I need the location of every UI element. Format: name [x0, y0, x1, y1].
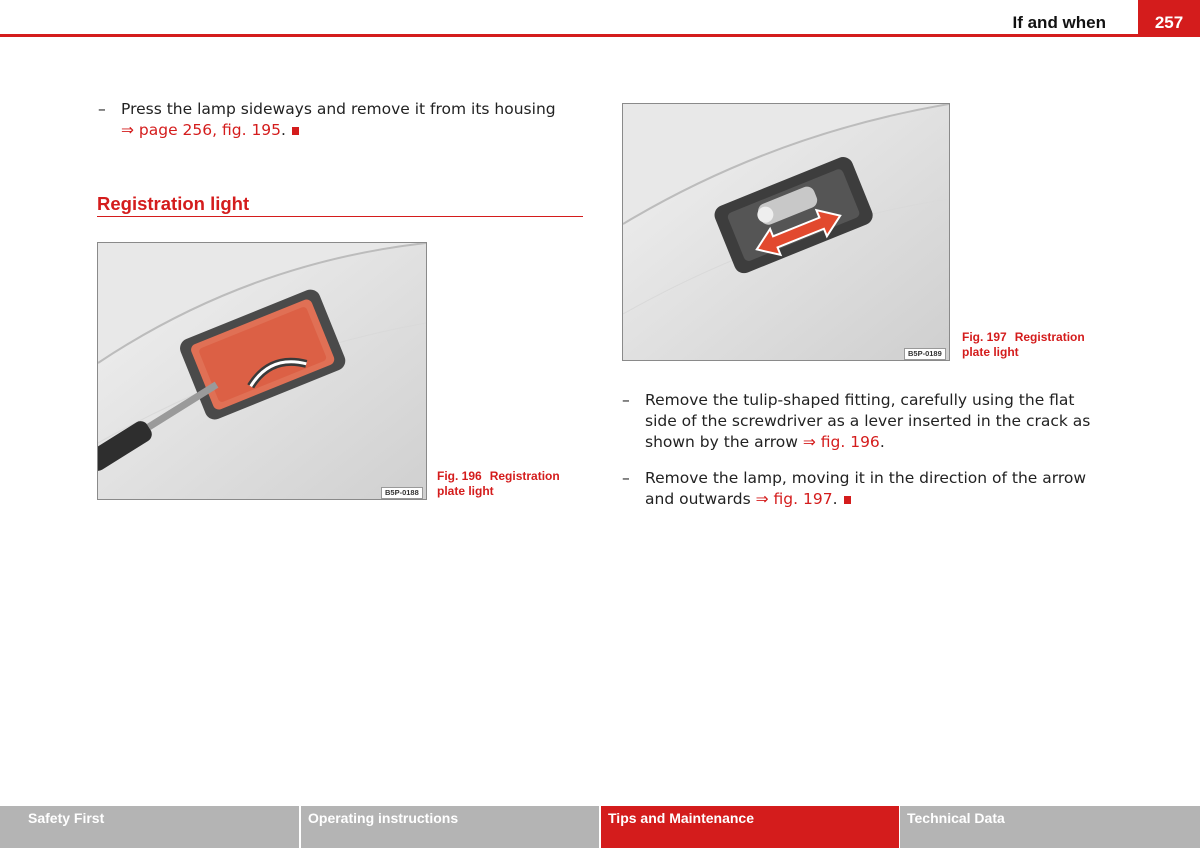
step-dash: – [98, 100, 106, 118]
caption-line1: Registration [1014, 330, 1085, 344]
figure-code: B5P-0189 [904, 348, 946, 360]
step-text: Press the lamp sideways and remove it from its housing [121, 100, 556, 118]
caption-number: Fig. 197 [962, 330, 1007, 344]
section-heading: Registration light [97, 193, 250, 214]
tab-technical-data[interactable]: Technical Data [900, 806, 1200, 848]
cross-reference-link[interactable]: ⇒ fig. 197 [755, 490, 833, 508]
caption-line2: plate light [962, 345, 1019, 359]
step-remove-lamp: – Remove the lamp, moving it in the direction of the arrow and outwards ⇒ fig. 197. [622, 469, 1087, 508]
section-title: If and when [1012, 13, 1106, 32]
figure-196-image [97, 242, 427, 500]
cross-reference-link[interactable]: ⇒ fig. 196 [802, 433, 880, 451]
figure-197-caption [962, 330, 1085, 360]
tab-safety-first[interactable]: Safety First [0, 806, 299, 848]
header-rule [0, 34, 1200, 37]
step-press-lamp: – Press the lamp sideways and remove it from its housing ⇒ page 256, fig. 195. [98, 100, 556, 139]
figure-code: B5P-0188 [381, 487, 423, 499]
caption-line2: plate light [437, 484, 494, 498]
tab-operating-instructions[interactable]: Operating instructions [301, 806, 599, 848]
figure-197-image [622, 103, 950, 361]
end-of-section-mark [844, 496, 851, 504]
tab-tips-and-maintenance[interactable]: Tips and Maintenance [601, 806, 899, 848]
caption-line1: Registration [489, 469, 560, 483]
figure-196-caption [437, 469, 560, 499]
heading-rule [97, 216, 583, 217]
step-dash: – [622, 391, 630, 409]
end-of-section-mark [292, 127, 299, 135]
caption-number: Fig. 196 [437, 469, 482, 483]
page-number: 257 [1138, 0, 1200, 36]
footer-nav [0, 806, 1200, 848]
step-text: Remove the tulip-shaped fitting, carefully using the flat side of the screwdriver as a lever inserted in the crack as shown by the arrow [645, 391, 1091, 451]
step-text: Remove the lamp, moving it in the direction of the arrow and outwards [645, 469, 1087, 508]
step-remove-fitting: – Remove the tulip-shaped fitting, carefully using the flat side of the screwdriver as a lever inserted in the crack as shown by the arrow ⇒ fig. 196. [622, 391, 1091, 451]
step-dash: – [622, 469, 630, 487]
cross-reference-link[interactable]: ⇒ page 256, fig. 195 [121, 121, 282, 139]
